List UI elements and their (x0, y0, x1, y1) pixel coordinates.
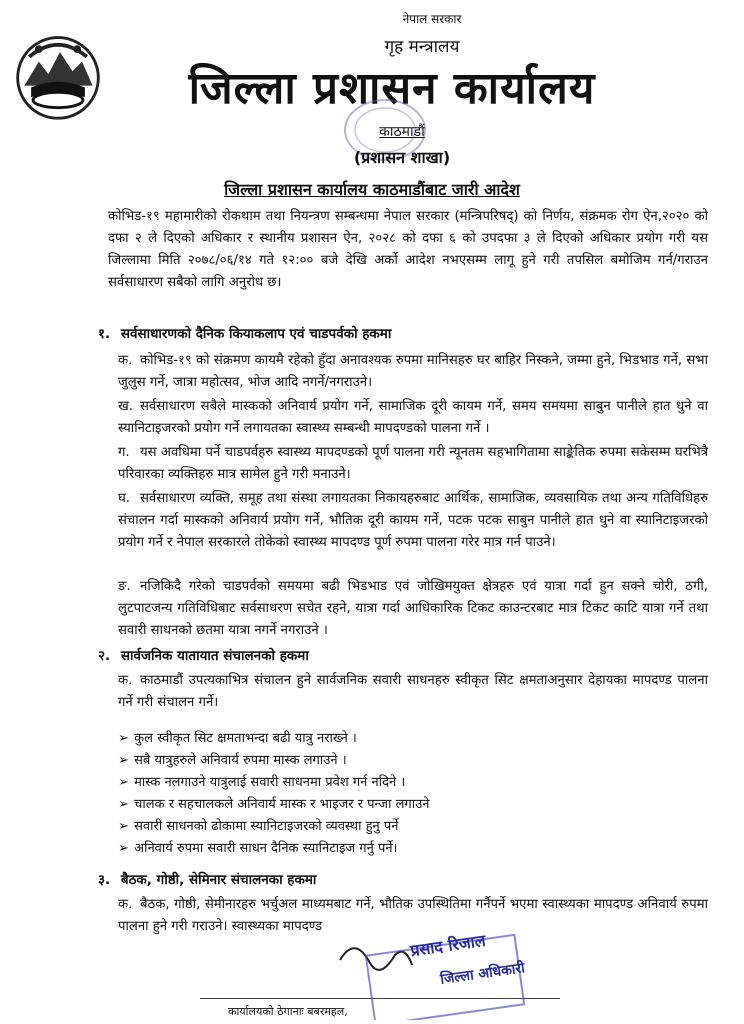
order-title: जिल्ला प्रशासन कार्यालय काठमाडौंबाट जारी आदेश (224, 180, 520, 199)
section-1-heading (98, 324, 391, 342)
bullet-list (118, 728, 638, 860)
district-line: काठमाडौं (379, 124, 425, 140)
arrow-bullet-icon: ➢ (118, 775, 129, 790)
bullet-text: सवारी साधनको ढोकामा स्यानिटाइजरको व्यवस्था हुनु पर्ने (134, 819, 399, 834)
list-item (118, 396, 708, 440)
item-label: घ. (118, 491, 130, 506)
signatory-name: प्रसाद रिजाल (409, 930, 487, 961)
bullet-item (118, 728, 638, 750)
bullet-item (118, 794, 638, 816)
section-number: १. (98, 326, 111, 342)
item-label: क. (118, 673, 133, 688)
arrow-bullet-icon: ➢ (118, 841, 129, 856)
list-item (118, 670, 708, 714)
office-title: जिल्ला प्रशासन कार्यालय (188, 63, 596, 114)
branch-line: (प्रशासन शाखा) (353, 148, 451, 167)
bullet-text: अनिवार्य रुपमा सवारी साधन दैनिक स्यानिटाइज गर्नु पर्ने। (134, 841, 398, 856)
list-item (118, 350, 708, 394)
item-text: यस अवधिमा पर्ने चाडपर्वहरु स्वास्थ्य मापदण्डको पूर्ण पालना गरी न्यूनतम सहभागितामा साङ्केतिक रुपमा सकेसम्म घरभित्रै परिवारका व्यक्तिहरु मात्र सामेल हुने गरी मनाउने। (118, 445, 708, 482)
list-item (118, 488, 708, 554)
bullet-item (118, 750, 638, 772)
item-label: क. (118, 353, 133, 368)
bullet-item (118, 838, 638, 860)
item-text: बैठक, गोष्ठी, सेमीनारहरु भर्चुअल माध्यमबाट गर्ने, भौतिक उपस्थितिमा गर्नैपर्ने भएमा स्वास्थ्यका मापदण्ड अनिवार्य रुपमा पालना हुने गरी गराउने। स्वास्थ्यका मापदण्ड (118, 897, 708, 934)
footer-divider (200, 998, 560, 999)
list-item (118, 576, 708, 642)
section-number: ३. (98, 872, 111, 888)
arrow-bullet-icon: ➢ (118, 819, 129, 834)
arrow-bullet-icon: ➢ (118, 753, 129, 768)
item-label: ग. (118, 445, 130, 460)
item-text: नजिकिदै गरेको चाडपर्वको समयमा बढी भिडभाड एवं जोखिमयुक्त क्षेत्रहरु एवं यात्रा गर्दा हुन सक्ने चोरी, ठगी, लुटपाटजन्य गतिविधिबाट सर्वसाधरण सचेत रहने, यात्रा गर्दा आधिकारिक टिकट काउन्टरबाट मात्र टिकट काटि यात्रा गर्ने तथा सवारी साधनको छतमा यात्रा नगर्ने नगराउने । (118, 579, 708, 638)
bullet-text: कुल स्वीकृत सिट क्षमताभन्दा बढी यात्रु नराख्ने । (134, 731, 357, 746)
list-item (118, 442, 708, 486)
bullet-text: मास्क नलगाउने यात्रुलाई सवारी साधनमा प्रवेश गर्न नदिने । (134, 775, 406, 790)
section-title: सार्वजनिक यातायात संचालनको हकमा (120, 648, 309, 664)
bullet-item (118, 772, 638, 794)
section-title: सर्वसाधारणको दैनिक कियाकलाप एवं चाडपर्वको हकमा (120, 326, 392, 342)
intro-paragraph: कोभिड-१९ महामारीको रोकथाम तथा नियन्त्रण सम्बन्धमा नेपाल सरकार (मन्त्रिपरिषद्) को निर्णय, संक्रमक रोग ऐन,२०२० को दफा २ ले दिएको अधिकार र स्थानीय प्रशासन ऐन, २०२८ को दफा ६ को उपदफा ३ ले दिएको अधिकार प्रयोग गरी यस जिल्लामा मिति २०७८/०६/१४ गते १२:०० बजे देखि अर्को आदेश नभएसम्म लागू हुने गरी तपसिल बमोजिम गर्न/गराउन सर्वसाधारण सबैको लागि अनुरोध छ। (108, 209, 708, 290)
bullet-text: सबै यात्रुहरुले अनिवार्य रुपमा मास्क लगाउने । (134, 753, 347, 768)
section-title: बैठक, गोष्ठी, सेमिनार संचालनका हकमा (120, 872, 317, 888)
signatory-title: जिल्ला अधिकारी (439, 960, 526, 988)
item-text: काठमाडौं उपत्यकाभित्र संचालन हुने सार्वजनिक सवारी साधनहरु स्वीकृत सिट क्षमताअनुसार देहायका मापदण्ड पालना गर्ने गरी संचालन गर्ने। (118, 673, 708, 710)
section-2-heading (98, 646, 309, 664)
arrow-bullet-icon: ➢ (118, 731, 129, 746)
ministry-line: गृह मन्त्रालय (384, 37, 460, 57)
nepal-government-line: नेपाल सरकार (402, 12, 462, 26)
item-text: सर्वसाधारण सबैले मास्कको अनिवार्य प्रयोग गर्ने, सामाजिक दूरी कायम गर्ने, समय समयमा साबुन पानीले हात धुने वा स्यानिटाइजरको प्रयोग गर्ने लगायतका स्वास्थ्य सम्बन्धी मापदण्डको पालना गर्ने । (118, 399, 708, 436)
item-text: कोभिड-१९ को संक्रमण कायमै रहेको हुँदा अनावश्यक रुपमा मानिसहरु घर बाहिर निस्कने, जम्मा हुने, भिडभाड गर्ने, सभा जुलुस गर्ने, जात्रा महोत्सव, भोज आदि नगर्ने/नगराउने। (118, 353, 708, 390)
section-3-heading (98, 870, 316, 888)
section-number: २. (98, 648, 111, 664)
item-label: ङ. (118, 579, 131, 594)
bullet-item (118, 816, 638, 838)
item-label: ख. (118, 399, 133, 414)
item-label: क. (118, 897, 133, 912)
footer-address: कार्यालयको ठेगानाः बबरमहल, (228, 1005, 348, 1018)
arrow-bullet-icon: ➢ (118, 797, 129, 812)
bullet-text: चालक र सहचालकले अनिवार्य मास्क र भाइजर र पन्जा लगाउने (134, 797, 430, 812)
item-text: सर्वसाधारण व्यक्ति, समूह तथा संस्था लगायतका निकायहरुबाट आर्थिक, सामाजिक, व्यवसायिक तथा अन्य गतिविधिहरु संचालन गर्दा मास्कको अनिवार्य प्रयोग गर्ने, भौतिक दूरी कायम गर्ने, पटक पटक साबुन पानीले हात धुने वा स्यानिटाइजरको प्रयोग गर्ने र नेपाल सरकारले तोकेको स्वास्थ्य मापदण्ड पूर्ण रुपमा पालना गरेर मात्र गर्न पाउने। (118, 491, 708, 550)
